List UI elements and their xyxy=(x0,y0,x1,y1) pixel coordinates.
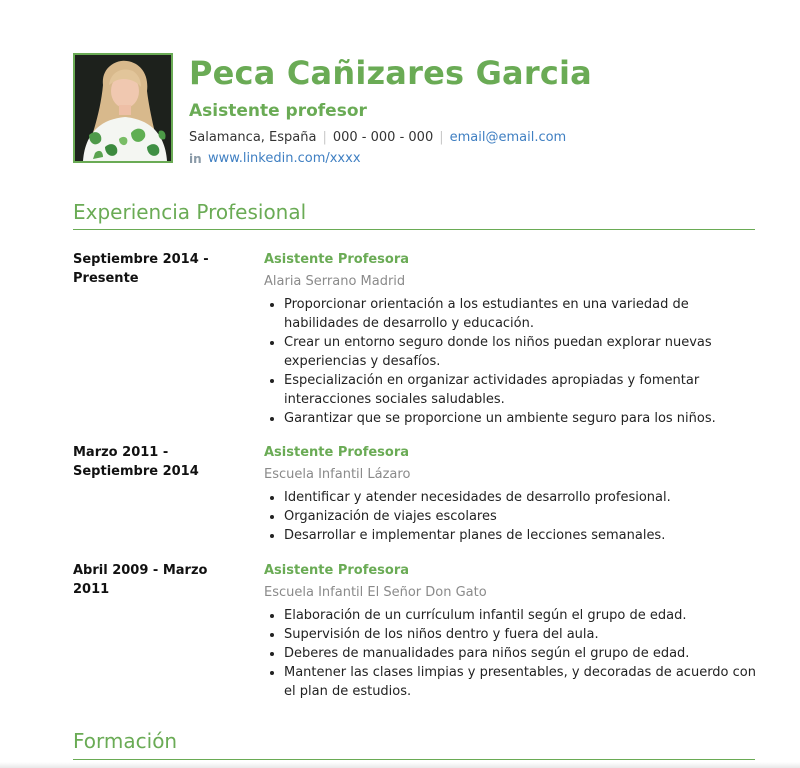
resume-header xyxy=(73,53,763,168)
section-title-experience: Experiencia Profesional xyxy=(73,200,307,224)
experience-bullet: • Deberes de manualidades para niños según el grupo de edad. xyxy=(284,644,759,663)
experience-bullet: • Identificar y atender necesidades de desarrollo profesional. xyxy=(284,488,759,507)
candidate-title: Asistente profesor xyxy=(189,101,367,121)
experience-body xyxy=(264,561,759,701)
experience-bullet: • Especialización en organizar actividades apropiadas y fomentar interacciones sociales saludables. xyxy=(284,371,759,409)
location-text: Salamanca, España xyxy=(189,130,317,145)
experience-period: Abril 2009 - Marzo 2011 xyxy=(73,563,208,597)
contact-separator: | xyxy=(439,130,444,145)
profile-photo xyxy=(73,53,173,163)
experience-bullets xyxy=(264,295,759,428)
experience-role: Asistente Profesora xyxy=(264,252,410,267)
experience-period: Septiembre 2014 - Presente xyxy=(73,252,209,286)
experience-bullets xyxy=(264,488,759,545)
experience-bullets xyxy=(264,606,759,701)
contact-separator: | xyxy=(322,130,327,145)
experience-bullet: • Garantizar que se proporcione un ambiente seguro para los niños. xyxy=(284,409,759,428)
linkedin-row xyxy=(189,151,361,166)
experience-company: Alaria Serrano Madrid xyxy=(264,274,406,289)
section-divider xyxy=(73,229,755,230)
experience-bullet: • Proporcionar orientación a los estudiantes en una variedad de habilidades de desarrollo y educación. xyxy=(284,295,759,333)
email-link[interactable]: email@email.com xyxy=(449,130,567,145)
experience-bullet: • Crear un entorno seguro donde los niños puedan explorar nuevas experiencias y desafíos. xyxy=(284,333,759,371)
profile-photo-image xyxy=(75,55,171,161)
linkedin-link[interactable]: www.linkedin.com/xxxx xyxy=(208,151,361,166)
contact-line xyxy=(189,130,566,145)
experience-bullet: • Desarrollar e implementar planes de lecciones semanales. xyxy=(284,526,759,545)
experience-bullet: • Elaboración de un currículum infantil según el grupo de edad. xyxy=(284,606,759,625)
experience-company: Escuela Infantil El Señor Don Gato xyxy=(264,585,487,600)
experience-body xyxy=(264,250,759,428)
experience-bullet: • Mantener las clases limpias y presentables, y decoradas de acuerdo con el plan de estudios. xyxy=(284,663,759,701)
experience-period: Marzo 2011 - Septiembre 2014 xyxy=(73,445,199,479)
page-bottom-shadow xyxy=(0,762,800,768)
experience-company: Escuela Infantil Lázaro xyxy=(264,467,411,482)
phone-text: 000 - 000 - 000 xyxy=(332,130,434,145)
candidate-name: Peca Cañizares Garcia xyxy=(189,54,592,92)
linkedin-icon: in xyxy=(189,151,202,166)
section-divider xyxy=(73,759,755,760)
experience-bullet: • Organización de viajes escolares xyxy=(284,507,759,526)
section-title-education: Formación xyxy=(73,729,178,753)
experience-role: Asistente Profesora xyxy=(264,563,410,578)
experience-bullet: • Supervisión de los niños dentro y fuera del aula. xyxy=(284,625,759,644)
experience-body xyxy=(264,443,759,545)
experience-role: Asistente Profesora xyxy=(264,445,410,460)
